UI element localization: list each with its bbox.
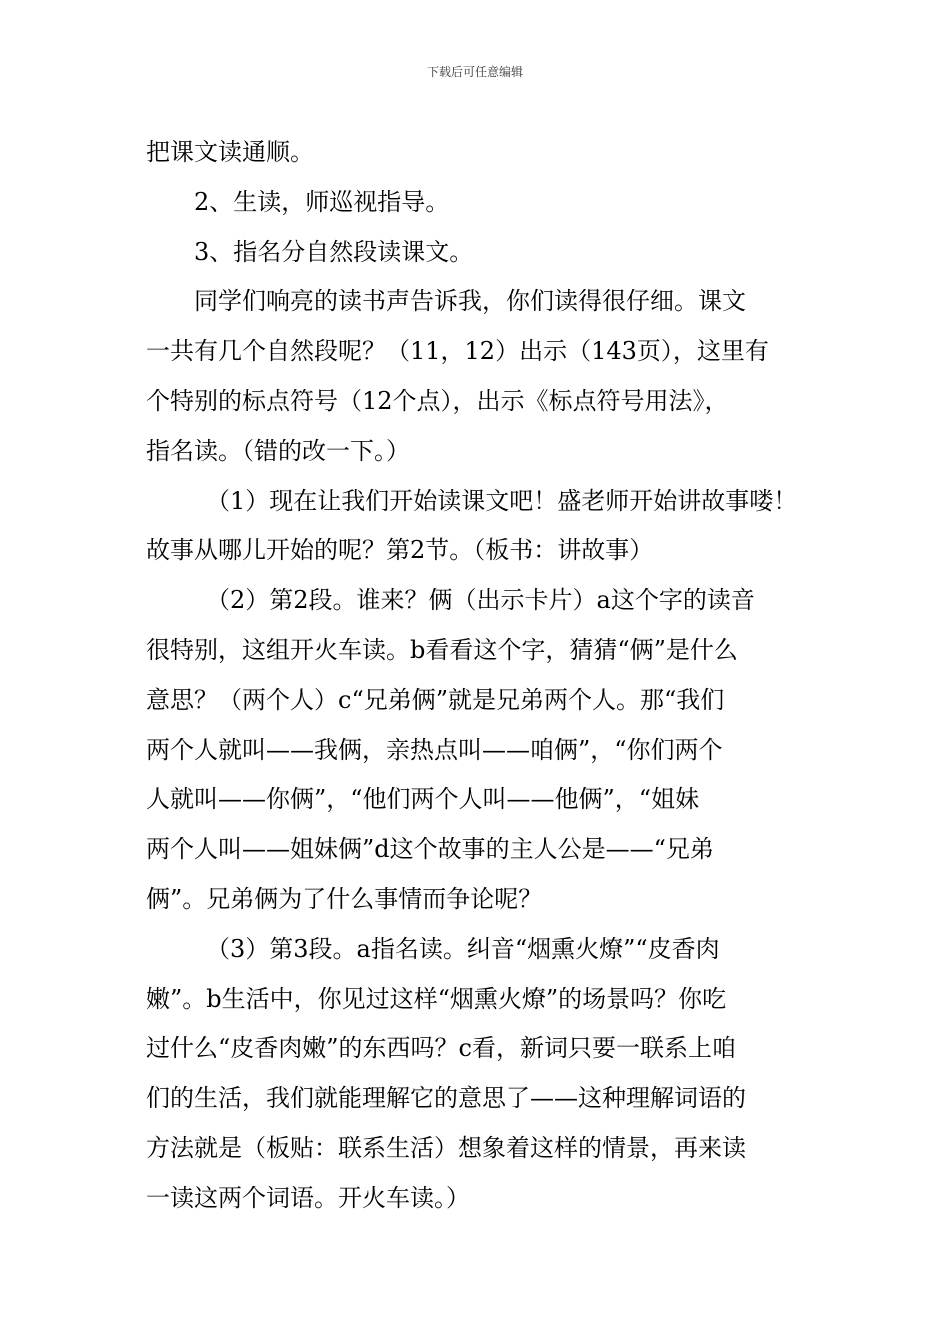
text-line-1: 把课文读通顺。 <box>146 138 314 166</box>
text-line-6: 个特别的标点符号（12个点），出示《标点符号用法》， <box>146 386 729 415</box>
text-line-8: （1）现在让我们开始读课文吧！盛老师开始讲故事喽！ <box>206 486 798 515</box>
text-line-13: 两个人就叫——我俩，亲热点叫——咱俩”，“你们两个 <box>146 735 723 764</box>
text-line-11: 很特别，这组开火车读。b看看这个字，猜猜“俩”是什么 <box>146 635 738 664</box>
text-line-16: 俩”。兄弟俩为了什么事情而争论呢？ <box>146 884 543 913</box>
text-line-21: 方法就是（板贴：联系生活）想象着这样的情景，再来读 <box>146 1133 746 1162</box>
text-line-10: （2）第2段。谁来？俩（出示卡片）a这个字的读音 <box>206 586 755 615</box>
text-line-17: （3）第3段。a指名读。纠音“烟熏火燎”“皮香肉 <box>206 934 720 963</box>
text-line-20: 们的生活，我们就能理解它的意思了——这种理解词语的 <box>146 1084 746 1113</box>
text-line-15: 两个人叫——姐妹俩”d这个故事的主人公是——“兄弟 <box>146 835 714 864</box>
text-line-12: 意思？（两个人）c“兄弟俩”就是兄弟两个人。那“我们 <box>146 685 725 714</box>
text-line-22: 一读这两个词语。开火车读。） <box>146 1183 470 1212</box>
text-line-18: 嫩”。b生活中，你见过这样“烟熏火燎”的场景吗？你吃 <box>146 984 727 1013</box>
page-header: 下载后可任意编辑 <box>426 65 523 79</box>
text-line-7: 指名读。（错的改一下。） <box>146 436 410 465</box>
text-line-4: 同学们响亮的读书声告诉我，你们读得很仔细。课文 <box>194 287 746 316</box>
document-body <box>146 128 836 1224</box>
text-line-14: 人就叫——你俩”，“他们两个人叫——他俩”，“姐妹 <box>146 785 700 814</box>
text-line-5: 一共有几个自然段呢？（11，12）出示（143页），这里有 <box>146 337 769 366</box>
text-line-3: 3、指名分自然段读课文。 <box>194 237 474 266</box>
text-line-9: 故事从哪儿开始的呢？第2节。（板书：讲故事） <box>146 536 654 565</box>
text-line-2: 2、生读，师巡视指导。 <box>194 187 450 216</box>
text-line-19: 过什么“皮香肉嫩”的东西吗？c看，新词只要一联系上咱 <box>146 1034 736 1063</box>
